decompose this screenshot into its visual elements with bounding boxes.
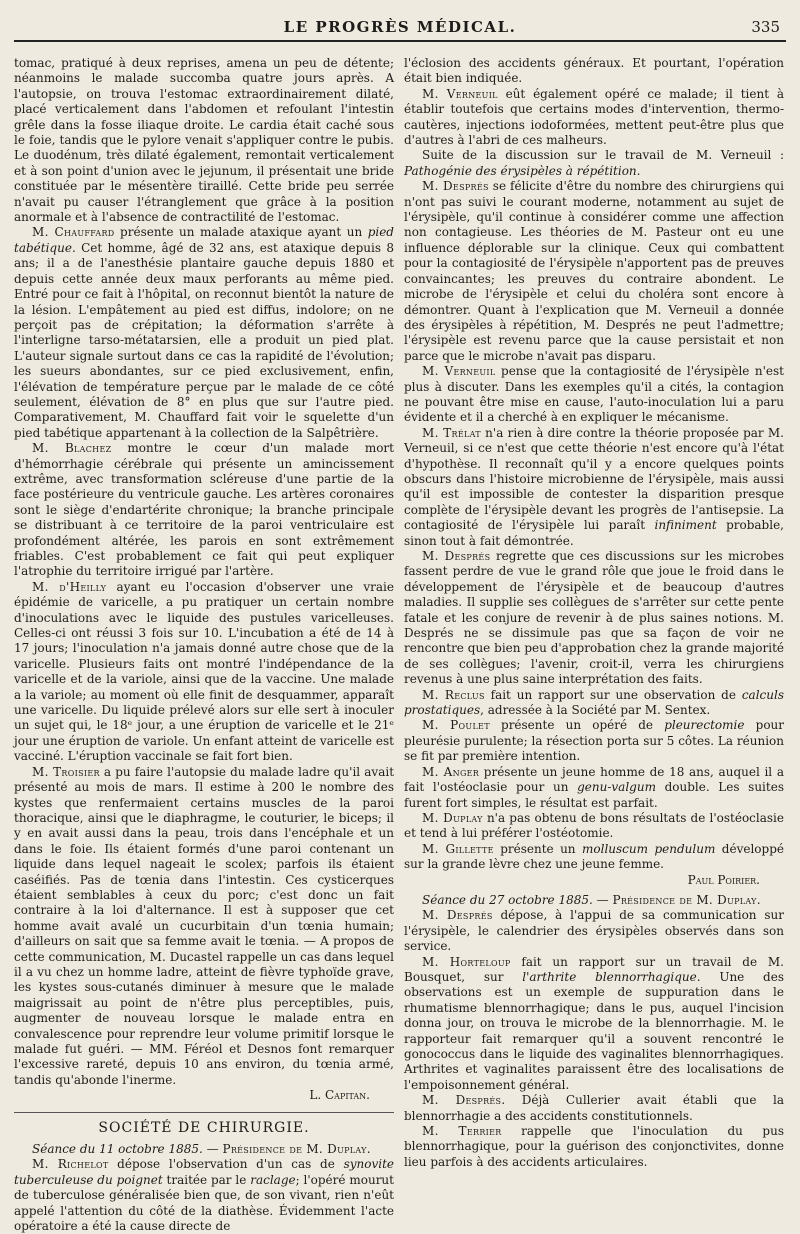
paragraph: l'éclosion des accidents généraux. Et pourtant, l'opération était bien indiquée. (404, 56, 784, 86)
paragraph: M. Terrier rappelle que l'inoculation du pus blennorrhagique, pour la guérison des conjonctivites, donne lieu parfois à des accidents articulaires. (404, 1124, 784, 1169)
signature: L. Capitan. (309, 1088, 370, 1103)
paragraph: M. Verneuil pense que la contagiosité de l'érysipèle n'est plus à discuter. Dans les exemples qu'il a cités, la contagion ne pouvant être mise en cause, l'auto-inoculation lui a paru évidente et il a cherché à en expliquer le mécanisme. (404, 364, 784, 425)
left-column (14, 56, 395, 1234)
speaker-name: M. d'Heilly (32, 579, 107, 594)
paragraph: M. Richelot dépose l'observation d'un cas de synovite tuberculeuse du poignet traitée par le raclage; l'opéré mourut de tuberculose généralisée bien que, de son vivant, rien n'eût appelé l'attention du côté de la diathèse. Évidemment l'acte opératoire a été la cause directe de (14, 1157, 394, 1234)
paragraph: M. Després se félicite d'être du nombre des chirurgiens qui n'ont pas suivi le courant moderne, notamment au sujet de l'érysipèle, qu'il continue à considérer comme une affection non contagieuse. Les théories de M. Pasteur ont eu une influence déplorable sur la clinique. Ceux qui combattent pour la contagiosité de l'érysipèle n'apportent pas de preuves convaincantes; les preuves du contraire abondent. Le microbe de l'érysipèle et celui du choléra sont encore à démontrer. Quant à l'explication que M. Verneuil a donnée des érysipèles à répétition, M. Després ne peut l'admettre; l'érysipèle est revenu parce que la cause persistait et non parce que le microbe n'avait pas disparu. (404, 179, 784, 363)
speaker-name: M. Duplay (422, 810, 483, 825)
signature: Paul Poirier. (687, 872, 760, 887)
page-number: 335 (751, 18, 780, 36)
journal-title: LE PROGRÈS MÉDICAL. (283, 18, 517, 36)
speaker-name: M. Després (422, 179, 489, 194)
paragraph: M. Trélat n'a rien à dire contre la théorie proposée par M. Verneuil, si ce n'est que cette théorie n'est encore qu'à l'état d'hypothèse. Il reconnaît qu'il y a encore quelques points obscurs dans l'histoire microbienne de l'érysipèle, mais aussi qu'il est impossible de contester la disparition presque complète de l'érysipèle devant les progrès de l'antisepsie. La contagiosité de l'érysipèle lui paraît infiniment probable, sinon tout à fait démontrée. (404, 425, 784, 548)
paragraph: M. Gillette présente un molluscum pendulum développé sur la grande lèvre chez une jeune femme. (404, 841, 784, 872)
speaker-name: M. Reclus (422, 687, 485, 702)
sitting-heading: Séance du 11 octobre 1885. — Présidence de M. Duplay. (32, 1142, 371, 1157)
paragraph: M. Poulet présente un opéré de pleurectomie pour pleurésie purulente; la résection porta sur 5 côtes. La réunion se fit par première intention. (404, 718, 785, 764)
speaker-name: M. Horteloup (422, 954, 511, 969)
speaker-name: M. Verneuil (422, 86, 498, 101)
paragraph: M. Anger présente un jeune homme de 18 ans, auquel il a fait l'ostéoclasie pour un genu-valgum double. Les suites furent fort simples, le résultat est parfait. (404, 764, 784, 810)
paragraph: tomac, pratiqué à deux reprises, amena un peu de détente; néanmoins le malade succomba quatre jours après. A l'autopsie, on trouva l'estomac extraordinairement dilaté, placé verticalement dans l'abdomen et refoulant l'intestin grêle dans la fosse iliaque droite. Le cardia était caché sous le foie, tandis que le pylore venait s'appliquer contre le pubis. Le duodénum, très dilaté également, remontait verticalement et à son point d'union avec le jejunum, il présentait une bride constituée par le mésentère tiraillé. Cette bride peu serrée n'avait pu causer l'étranglement que grâce à la position anormale et à l'absence de contractilité de l'estomac. (14, 56, 394, 225)
paragraph: M. Després regrette que ces discussions sur les microbes fassent perdre de vue le grand rôle que joue le froid dans le développement de l'érysipèle et de beaucoup d'autres maladies. Il supplie ses collègues de s'arrêter sur cette pente fatale et les conjure de revenir à de plus saines notions. M. Després ne se dissimule pas que sa façon de voir ne rencontre que bien peu d'approbation chez la grande majorité de ses collègues; l'avenir, croit-il, verra les chirurgiens revenus à une plus saine interprétation des faits. (404, 549, 784, 687)
speaker-name: M. Després (422, 549, 491, 563)
right-column (404, 56, 785, 1169)
speaker-name: M. Després (422, 1093, 502, 1108)
paragraph: M. Duplay n'a pas obtenu de bons résultats de l'ostéoclasie et tend à lui préférer l'ostéotomie. (404, 810, 784, 841)
paragraph: M. Reclus fait un rapport sur une observation de calculs prostatiques, adressée à la Société par M. Sentex. (404, 687, 784, 718)
speaker-name: M. Terrier (422, 1124, 502, 1139)
sitting-heading: Séance du 27 octobre 1885. — Présidence de M. Duplay. (422, 892, 761, 907)
speaker-name: M. Trélat (422, 425, 481, 440)
speaker-name: M. Després (422, 908, 493, 923)
paragraph: M. Verneuil eût également opéré ce malade; il tient à établir toutefois que certains modes d'intervention, thermo-cautères, injections iodoformées, mettent peut-être plus que d'autres à l'abri de ces malheurs. (404, 86, 784, 148)
section-title: SOCIÉTÉ DE CHIRURGIE. (14, 1112, 394, 1136)
paragraph: M. d'Heilly ayant eu l'occasion d'observer une vraie épidémie de varicelle, a pu pratiquer un certain nombre d'inoculations avec le liquide des pustules varicelleuses. Celles-ci ont réussi 3 fois sur 10. L'incubation a été de 14 à 17 jours; l'inoculation n'a jamais donné autre chose que de la varicelle. Plusieurs faits ont montré l'indépendance de la varicelle et de la variole, ainsi que de la vaccine. Une malade a la variole; au moment où elle finit de desquammer, apparaît une varicelle. Du liquide prélevé alors sur elle sert à inoculer un sujet qui, le 18ᵉ jour, a une éruption de varicelle et le 21ᵉ jour une éruption de variole. Un enfant atteint de varicelle est vacciné. L'éruption vaccinale se fait fort bien. (14, 579, 394, 764)
speaker-name: M. Verneuil (422, 364, 496, 379)
speaker-name: M. Poulet (422, 718, 490, 733)
paragraph: M. Després. Déjà Cullerier avait établi que la blennorrhagie a des accidents constitutionnels. (404, 1093, 784, 1123)
paragraph: M. Després dépose, à l'appui de sa communication sur l'érysipèle, le calendrier des érysipèles observés dans son service. (404, 908, 784, 954)
header-rule (14, 40, 786, 42)
paragraph: M. Blachez montre le cœur d'un malade mort d'hémorrhagie cérébrale qui présente un amincissement extrême, avec transformation scléreuse d'une partie de la face postérieure du ventricule gauche. Les artères coronaires sont le siège d'endartérite chronique; la branche principale se distribuant à ce territoire de la paroi ventriculaire est profondément altérée, les parois en sont extrêmement friables. C'est probablement ce fait qui peut expliquer l'atrophie du territoire irrigué par l'artère. (14, 441, 394, 579)
running-header (0, 0, 800, 44)
speaker-name: M. Anger (422, 764, 480, 779)
speaker-name: M. Richelot (32, 1157, 109, 1172)
speaker-name: M. Troisier (32, 764, 100, 779)
speaker-name: M. Gillette (422, 841, 494, 856)
paragraph: M. Chauffard présente un malade ataxique ayant un pied tabétique. Cet homme, âgé de 32 ans, est ataxique depuis 8 ans; il a de l'anesthésie plantaire gauche depuis 1880 et depuis cette année deux maux perforants au même pied. Entré pour ce fait à l'hôpital, on reconnut bientôt la nature de la lésion. L'empâtement au pied est diffus, indolore; on ne perçoit pas de crépitation; la déformation s'arrête à l'interligne tarso-métatarsien, elle a produit un pied plat. L'auteur signale surtout dans ce cas la rapidité de l'évolution; les sueurs abondantes, sur ce pied exclusivement, enfin, l'élévation de température perçue par le malade de ce côté seulement, élévation de 8° en plus que sur l'autre pied. Comparativement, M. Chauffard fait voir le squelette d'un pied tabétique appartenant à la collection de la Salpêtrière. (14, 225, 394, 440)
speaker-name: M. Chauffard (32, 225, 115, 240)
paragraph: M. Horteloup fait un rapport sur un travail de M. Bousquet, sur l'arthrite blennorrhagique. Une des observations est un exemple de suppuration dans le rhumatisme blennorrhagique; dans le pus, auquel l'incision donna jour, on trouva le microbe de la blennorrhagie. M. le rapporteur fait remarquer qu'il a souvent rencontré le gonococcus dans le liquide des vaginalites blennorrhagiques. Arthrites et vaginalites paraissent être des localisations de l'empoisonnement général. (404, 954, 784, 1092)
speaker-name: M. Blachez (32, 441, 112, 456)
paragraph: M. Troisier a pu faire l'autopsie du malade ladre qu'il avait présenté au mois de mars. Il estime à 200 le nombre des kystes que renfermaient certains muscles de la paroi thoracique, ainsi que le diaphragme, le couturier, le biceps; il y en avait aussi dans la peau, trois dans l'encéphale et un dans le foie. Ils étaient formés d'une paroi contenant un liquide dans lequel nageait le scolex; parfois ils étaient caséifiés. Pas de tœnia dans l'intestin. Ces cysticerques étaient semblables à ceux du porc; c'est donc un fait contraire à la loi d'alternance. Il est à supposer que cet homme avait avalé un cucurbitain d'un tœnia humain; d'ailleurs on sait que sa femme avait le tœnia. — A propos de cette communication, M. Ducastel rappelle un cas dans lequel il a vu chez un homme ladre, atteint de fièvre typhoïde grave, les kystes sous-cutanés diminuer à mesure que le malade maigrissait au point de n'être plus perceptibles, puis, augmenter de nouveau lorsque le malade entra en convalescence pour reprendre leur volume primitif lorsque le malade fut guéri. — MM. Féréol et Desnos font remarquer l'excessive rareté, depuis 10 ans environ, du tœnia armé, tandis qu'abonde l'inerme. (14, 764, 395, 1087)
paragraph: Suite de la discussion sur le travail de M. Verneuil : Pathogénie des érysipèles à répétition. (404, 148, 784, 178)
